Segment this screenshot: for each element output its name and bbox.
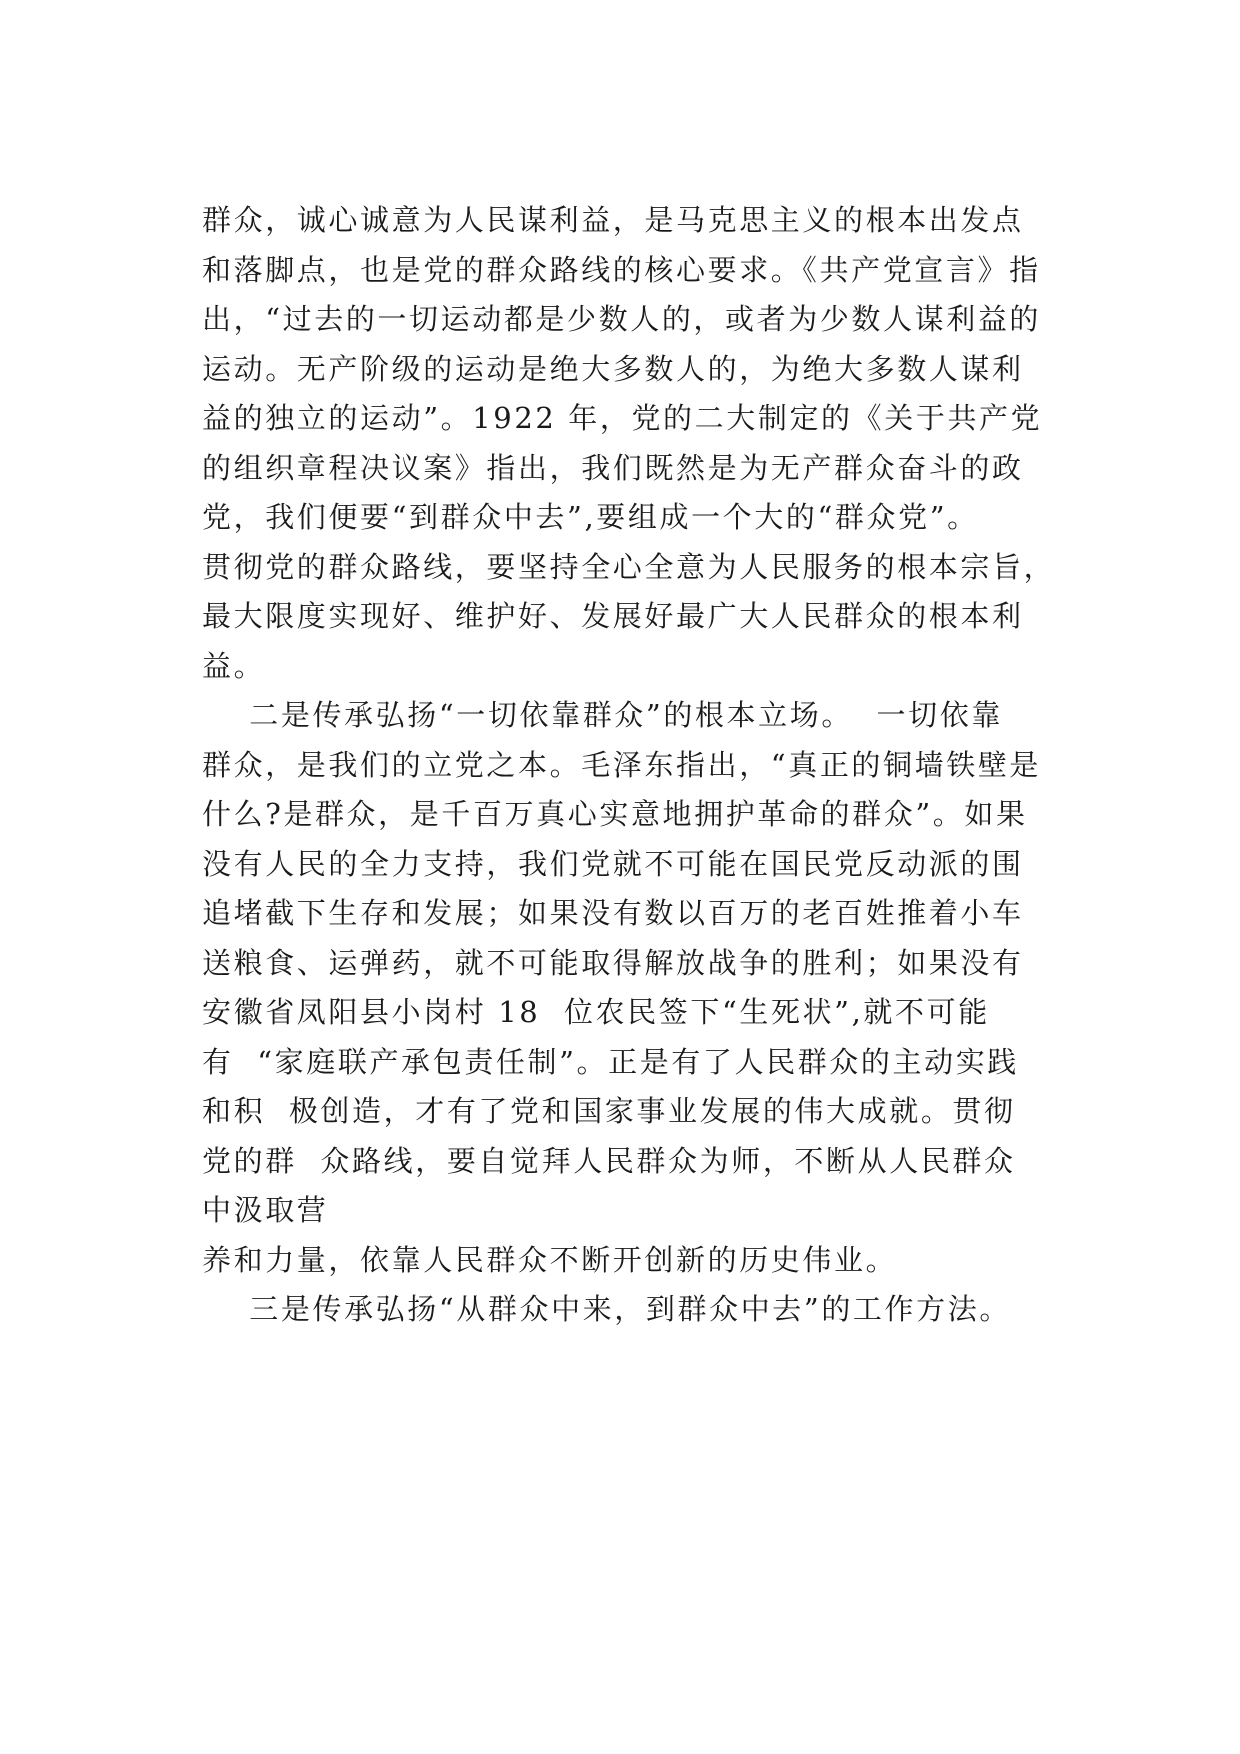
- text-line: 安徽省凤阳县小岗村 18 位农民签下“生死状”,就不可能: [202, 995, 990, 1029]
- text-line: 运动。无产阶级的运动是绝大多数人的，为绝大多数人谋利: [202, 351, 1024, 386]
- text-line: 益。: [202, 648, 266, 683]
- text-line: 党，我们便要“到群众中去”,要组成一个大的“群众党”。: [202, 500, 979, 534]
- text-line: 出，“过去的一切运动都是少数人的，或者为少数人谋利益的: [202, 302, 1042, 336]
- text-line: 什么?是群众，是千百万真心实意地拥护革命的群众”。如果: [202, 797, 1028, 831]
- text-line: 党的群 众路线，要自觉拜人民群众为师，不断从人民群众: [202, 1143, 1016, 1178]
- text-line: 追堵截下生存和发展；如果没有数以百万的老百姓推着小车: [202, 896, 1024, 930]
- paragraph-start-line: 二是传承弘扬“一切依靠群众”的根本立场。 一切依靠: [202, 698, 1003, 732]
- text-line: 中汲取营: [202, 1193, 329, 1227]
- text-line: 贯彻党的群众路线，要坚持全心全意为人民服务的根本宗旨，: [202, 549, 1056, 584]
- text-line: 的组织章程决议案》指出，我们既然是为无产群众奋斗的政: [202, 450, 1024, 485]
- text-line: 养和力量，依靠人民群众不断开创新的历史伟业。: [202, 1242, 898, 1277]
- text-line: 和积 极创造，才有了党和国家事业发展的伟大成就。贯彻: [202, 1094, 1016, 1128]
- text-line: 群众，诚心诚意为人民谋利益，是马克思主义的根本出发点: [202, 203, 1024, 237]
- text-line: 群众，是我们的立党之本。毛泽东指出，“真正的铜墙铁壁是: [202, 747, 1042, 782]
- document-body: [202, 196, 1072, 1335]
- text-line: 和落脚点，也是党的群众路线的核心要求。《共产党宣言》指: [202, 252, 1041, 287]
- text-line: 送粮食、运弹药，就不可能取得解放战争的胜利；如果没有: [202, 945, 1024, 980]
- text-line: 没有人民的全力支持，我们党就不可能在国民党反动派的围: [202, 846, 1024, 881]
- text-line: 有 “家庭联产承包责任制”。正是有了人民群众的主动实践: [202, 1044, 1019, 1079]
- text-line: 最大限度实现好、维护好、发展好最广大人民群众的根本利: [202, 599, 1024, 633]
- text-line: 益的独立的运动”。1922 年，党的二大制定的《关于共产党: [202, 401, 1043, 435]
- paragraph-start-line: 三是传承弘扬“从群众中来，到群众中去”的工作方法。: [202, 1292, 1011, 1326]
